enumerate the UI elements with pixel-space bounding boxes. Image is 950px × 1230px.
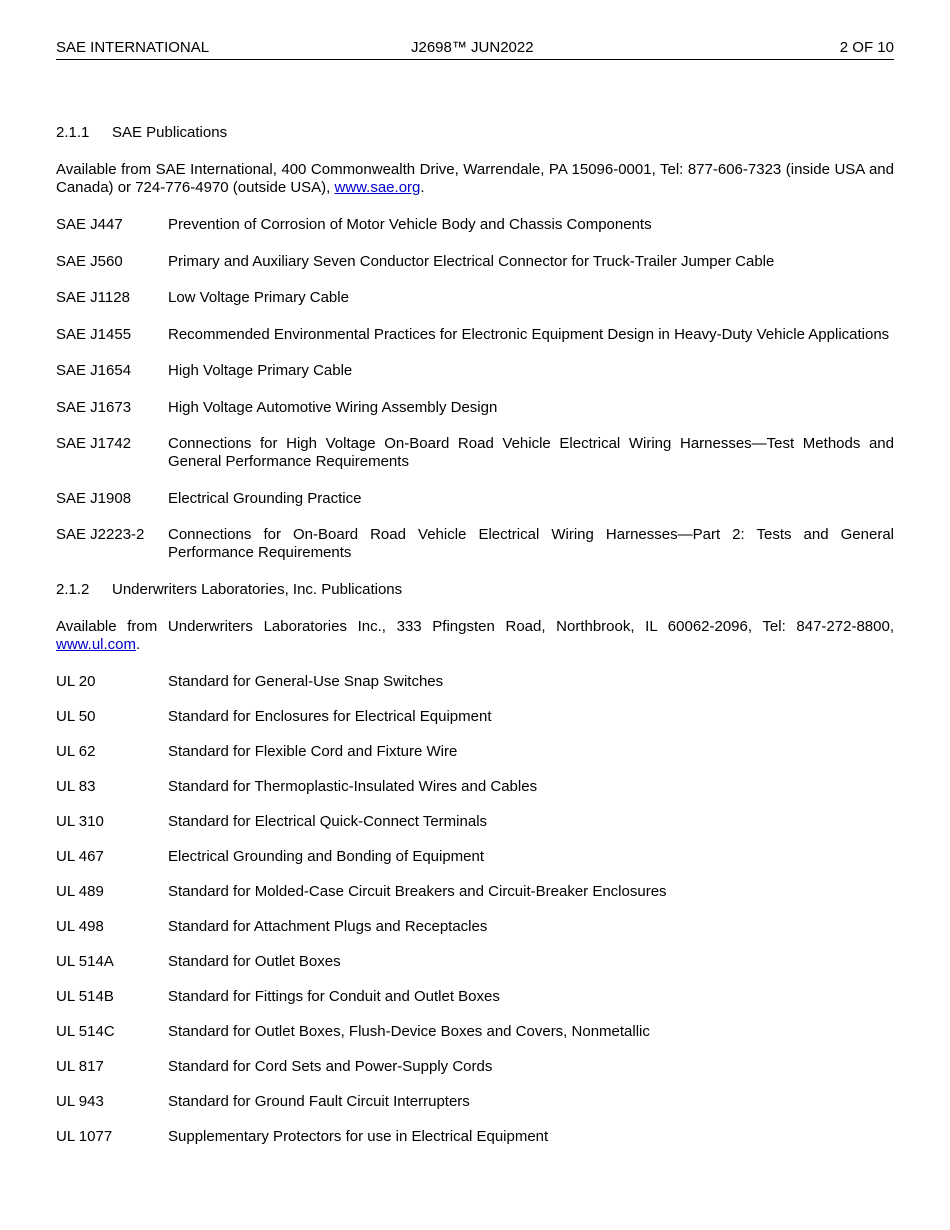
reference-item (56, 778, 894, 796)
reference-title: Connections for On-Board Road Vehicle Electrical Wiring Harnesses—Part 2: Tests and General Performance Requirements (168, 526, 894, 561)
reference-code: UL 20 (56, 672, 96, 690)
sae-availability-paragraph (56, 161, 894, 197)
reference-item (56, 708, 894, 726)
reference-title: Low Voltage Primary Cable (168, 289, 349, 306)
reference-title: Electrical Grounding and Bonding of Equipment (168, 847, 485, 865)
reference-code: UL 467 (56, 847, 104, 865)
reference-title: Standard for Cord Sets and Power-Supply Cords (168, 1057, 493, 1075)
reference-item (56, 216, 894, 234)
reference-code: UL 50 (56, 707, 96, 725)
ul-reference-list (56, 673, 894, 1146)
reference-item (56, 988, 894, 1006)
reference-title: Standard for Flexible Cord and Fixture Wire (168, 742, 458, 760)
reference-title: Standard for Ground Fault Circuit Interrupters (168, 1092, 470, 1110)
reference-item (56, 253, 894, 271)
reference-code: SAE J1128 (56, 289, 130, 306)
reference-code: UL 514C (56, 1022, 115, 1040)
reference-title: Standard for Attachment Plugs and Receptacles (168, 917, 488, 935)
reference-title: High Voltage Automotive Wiring Assembly Design (168, 398, 498, 416)
availability-text: Available from Underwriters Laboratories Inc., 333 Pfingsten Road, Northbrook, IL 60062-2096, Tel: 847-272-8800, (56, 617, 894, 635)
reference-code: UL 817 (56, 1057, 104, 1075)
section-number: 2.1.1 (56, 124, 90, 141)
reference-code: UL 514B (56, 987, 114, 1005)
section-heading-ul (56, 581, 894, 599)
reference-title: Supplementary Protectors for use in Electrical Equipment (168, 1127, 549, 1145)
ul-website-link[interactable]: www.ul.com (56, 635, 137, 653)
reference-item (56, 883, 894, 901)
reference-title: Standard for Outlet Boxes, Flush-Device Boxes and Covers, Nonmetallic (168, 1022, 650, 1040)
reference-item (56, 1023, 894, 1041)
reference-title: High Voltage Primary Cable (168, 362, 353, 379)
section-title: SAE Publications (112, 124, 228, 141)
reference-item (56, 918, 894, 936)
reference-title: Electrical Grounding Practice (168, 489, 362, 507)
reference-code: UL 489 (56, 882, 104, 900)
reference-title: Standard for Thermoplastic-Insulated Wires and Cables (168, 777, 538, 795)
reference-item (56, 326, 894, 344)
reference-code: SAE J447 (56, 216, 123, 233)
reference-code: SAE J1908 (56, 489, 132, 507)
reference-item (56, 848, 894, 866)
reference-code: UL 83 (56, 777, 96, 795)
reference-code: UL 943 (56, 1092, 104, 1110)
ul-availability-paragraph (56, 618, 894, 654)
reference-code: UL 514A (56, 952, 114, 970)
page-header (56, 38, 894, 60)
reference-code: SAE J1673 (56, 398, 132, 416)
reference-item (56, 289, 894, 307)
reference-item (56, 399, 894, 417)
reference-title: Connections for High Voltage On-Board Road Vehicle Electrical Wiring Harnesses—Test Methods and General Performance Requirements (168, 435, 894, 470)
reference-item (56, 435, 894, 471)
reference-item (56, 362, 894, 380)
punctuation: . (136, 635, 141, 653)
reference-title: Prevention of Corrosion of Motor Vehicle Body and Chassis Components (168, 216, 652, 233)
punctuation: . (420, 179, 425, 196)
header-page-number: 2 OF 10 (839, 39, 894, 56)
page-content (56, 124, 894, 1163)
sae-website-link[interactable]: www.sae.org (334, 179, 421, 196)
reference-title: Recommended Environmental Practices for Electronic Equipment Design in Heavy-Duty Vehicle Applications (168, 325, 890, 343)
reference-title: Standard for Outlet Boxes (168, 952, 341, 970)
reference-item (56, 1093, 894, 1111)
reference-code: SAE J1742 (56, 435, 132, 452)
reference-title: Standard for Electrical Quick-Connect Terminals (168, 812, 488, 830)
reference-item (56, 953, 894, 971)
reference-item (56, 813, 894, 831)
section-title: Underwriters Laboratories, Inc. Publications (112, 580, 403, 598)
reference-item (56, 1058, 894, 1076)
reference-code: UL 62 (56, 742, 96, 760)
reference-item (56, 490, 894, 508)
sae-reference-list (56, 216, 894, 562)
reference-title: Standard for Enclosures for Electrical Equipment (168, 707, 492, 725)
reference-title: Standard for Fittings for Conduit and Outlet Boxes (168, 987, 500, 1005)
reference-code: UL 1077 (56, 1127, 113, 1145)
reference-item (56, 526, 894, 562)
section-number: 2.1.2 (56, 580, 90, 598)
header-document-id: J2698™ JUN2022 (411, 39, 534, 56)
reference-item (56, 673, 894, 691)
reference-code: UL 310 (56, 812, 104, 830)
reference-code: SAE J1654 (56, 362, 132, 379)
reference-code: SAE J2223-2 (56, 526, 145, 543)
reference-item (56, 743, 894, 761)
reference-title: Standard for Molded-Case Circuit Breakers and Circuit-Breaker Enclosures (168, 882, 667, 900)
header-organization: SAE INTERNATIONAL (56, 39, 210, 56)
section-heading-sae (56, 124, 894, 142)
reference-title: Primary and Auxiliary Seven Conductor Electrical Connector for Truck-Trailer Jumper Cable (168, 252, 775, 270)
availability-text: Available from SAE International, 400 Commonwealth Drive, Warrendale, PA 15096-0001, Tel: 877-606-7323 (inside USA and Canada) or 724-776-4970 (outside USA), (56, 161, 894, 196)
reference-code: SAE J1455 (56, 325, 132, 343)
reference-title: Standard for General-Use Snap Switches (168, 672, 444, 690)
reference-item (56, 1128, 894, 1146)
reference-code: UL 498 (56, 917, 104, 935)
reference-code: SAE J560 (56, 252, 123, 270)
